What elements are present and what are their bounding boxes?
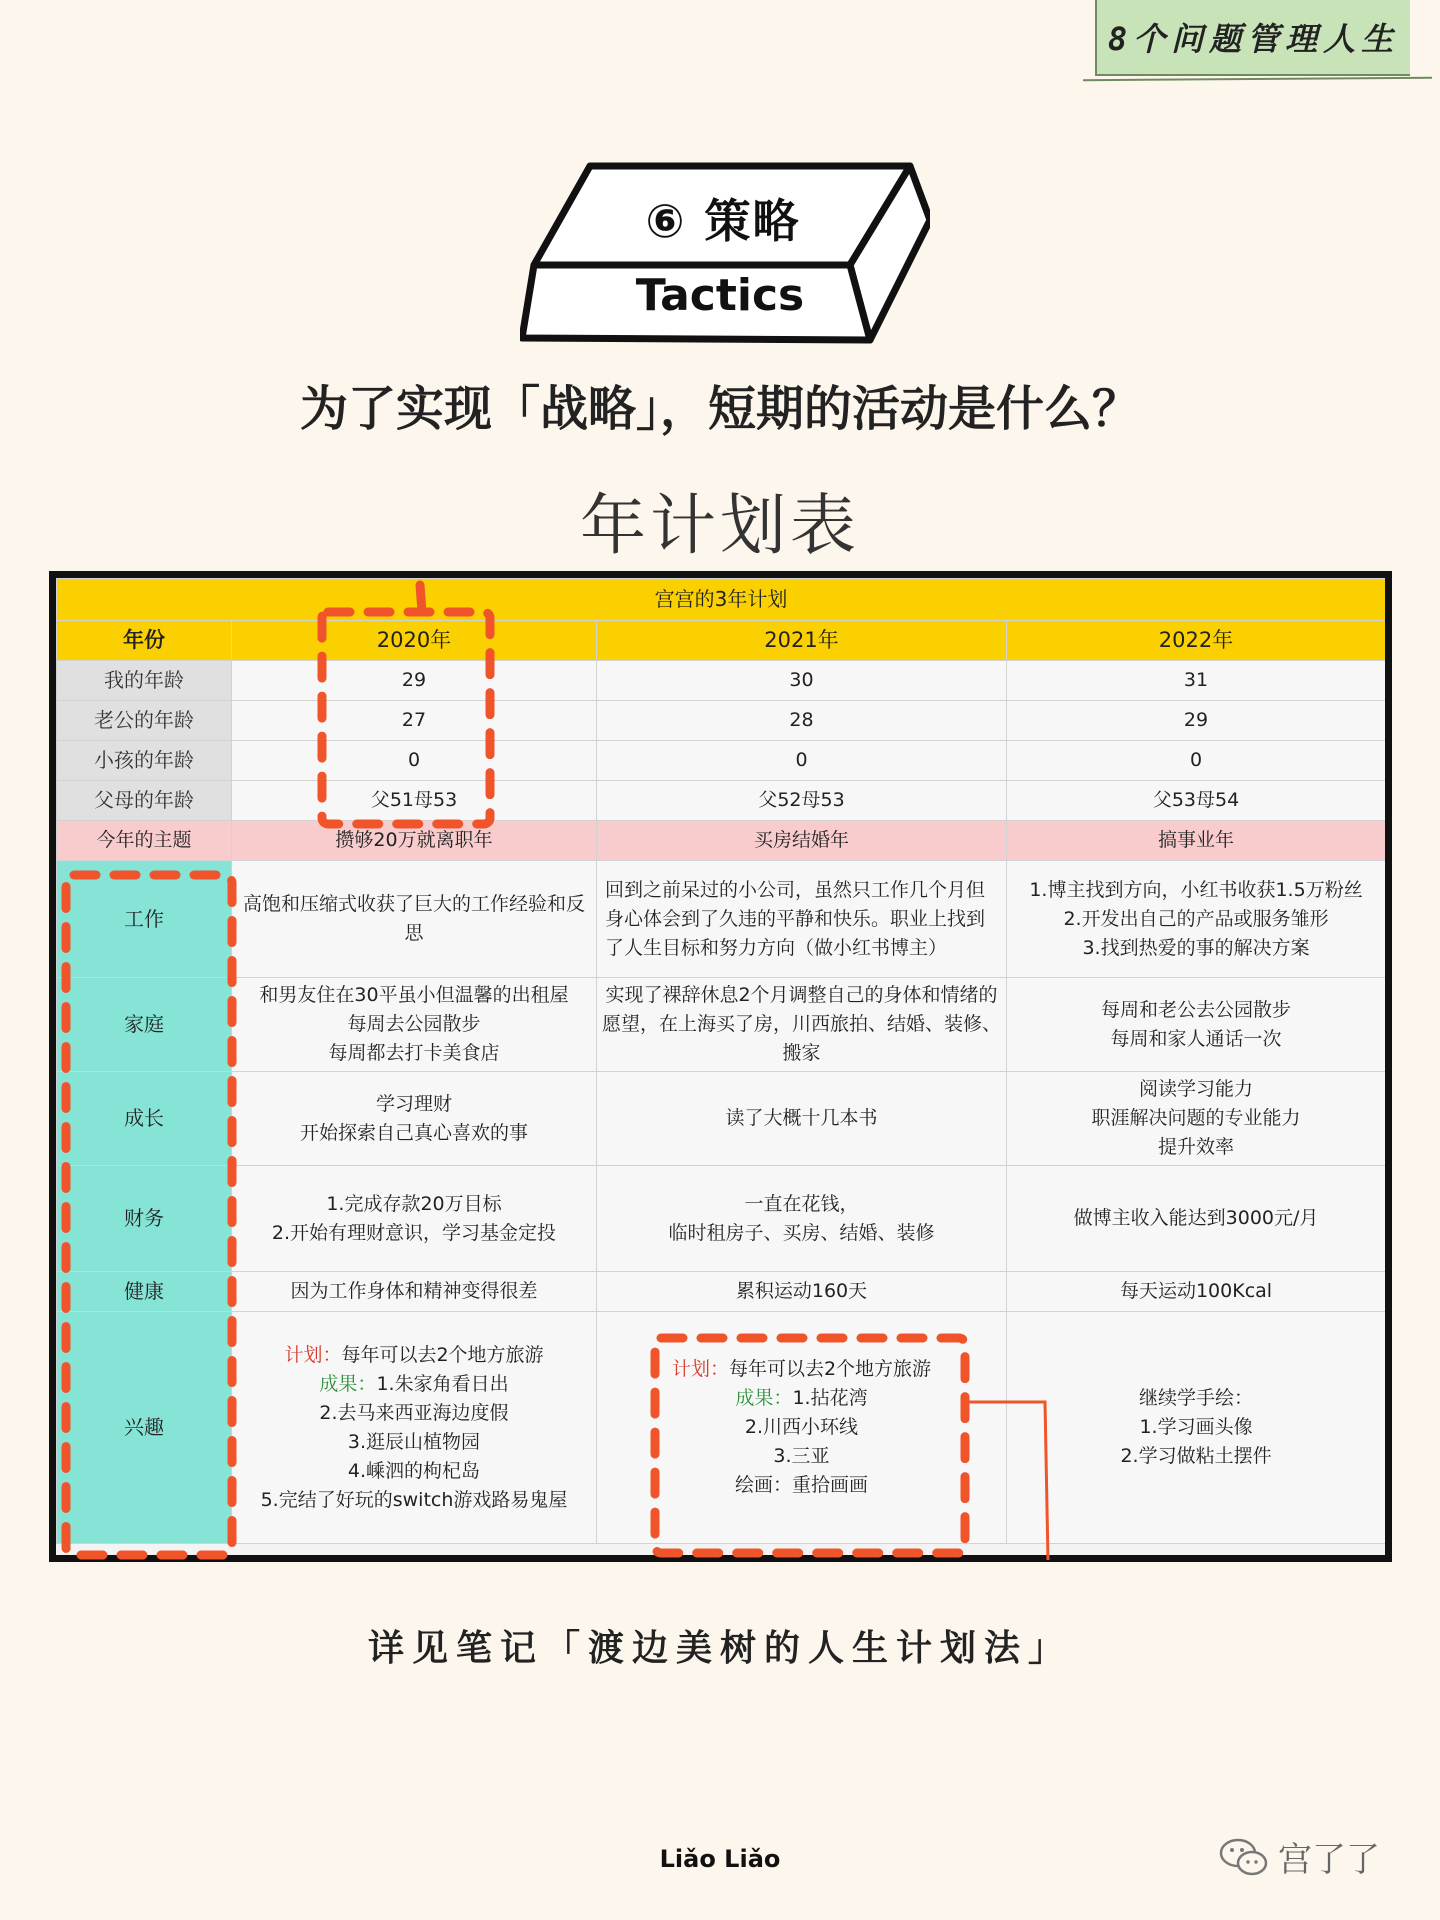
table-row: [57, 1272, 1386, 1312]
table-cell: [1007, 978, 1386, 1072]
plan-line: [601, 1355, 1002, 1384]
table-cell: 28: [597, 701, 1007, 741]
category-label: 健康: [57, 1272, 232, 1312]
cell-line: 3.三亚: [773, 1445, 830, 1467]
cell-line: 绘画：重拾画画: [734, 1474, 868, 1496]
plan-label: 计划：: [671, 1358, 729, 1380]
result-line: [601, 1384, 1002, 1413]
table-cell: 因为工作身体和精神变得很差: [232, 1272, 597, 1312]
cell-line: 每周去公园散步: [347, 1013, 481, 1035]
result-text: 1.朱家角看日出: [376, 1372, 509, 1395]
table-cell: [597, 1166, 1007, 1272]
table-cell: 实现了裸辞休息2个月调整自己的身体和情绪的愿望，在上海买了房，川西旅拍、结婚、装修、搬家: [597, 978, 1007, 1072]
table-cell: 每天运动100Kcal: [1007, 1272, 1386, 1312]
table-cell: 30: [597, 661, 1007, 701]
cell-line: 1.学习画头像: [1139, 1416, 1253, 1438]
plan-label: 计划：: [284, 1343, 342, 1366]
year-header-2021: 2021年: [597, 621, 1007, 661]
sheet-title: 年计划表: [580, 487, 860, 564]
table-cell: 0: [1007, 741, 1386, 781]
year-header-2020: 2020年: [232, 621, 597, 661]
cell-line: 和男友住在30平虽小但温馨的出租屋: [259, 984, 569, 1006]
cell-line: 临时租房子、买房、结婚、装修: [668, 1221, 935, 1244]
table-row: [57, 1072, 1386, 1166]
table-cell: [597, 1312, 1007, 1544]
table-row: [57, 978, 1386, 1072]
table-row: [57, 1166, 1386, 1272]
table-row: [57, 661, 1386, 701]
result-label: 成果：: [735, 1387, 793, 1409]
cell-line: 职涯解决问题的专业能力: [1091, 1107, 1301, 1129]
table-cell: 高饱和压缩式收获了巨大的工作经验和反思: [232, 861, 597, 978]
row-label: 小孩的年龄: [57, 741, 232, 781]
cell-line: 5.完结了好玩的switch游戏路易鬼屋: [260, 1488, 568, 1511]
table-cell: 读了大概十几本书: [597, 1072, 1007, 1166]
table-cell: 29: [1007, 701, 1386, 741]
row-label: 父母的年龄: [57, 781, 232, 821]
table-cell: 31: [1007, 661, 1386, 701]
footer-note: 详见笔记「渡边美树的人生计划法」: [367, 1628, 1072, 1669]
category-label: 成长: [57, 1072, 232, 1166]
table-cell: [1007, 1072, 1386, 1166]
cell-line: 每周和家人通话一次: [1110, 1027, 1282, 1050]
table-cell: 29: [232, 661, 597, 701]
table-cell: 做博主收入能达到3000元/月: [1007, 1166, 1386, 1272]
watermark-text: 宫了了: [1278, 1840, 1380, 1880]
table-cell: 回到之前呆过的小公司，虽然只工作几个月但身心体会到了久违的平静和快乐。职业上找到了人生目标和努力方向（做小红书博主）: [597, 861, 1007, 978]
table-cell: [232, 978, 597, 1072]
theme-row: [57, 821, 1386, 861]
page-question: 为了实现「战略」，短期的活动是什么？: [299, 381, 1140, 437]
section-badge: [520, 160, 930, 345]
table-cell: [1007, 1312, 1386, 1544]
table-cell: 27: [232, 701, 597, 741]
cell-line: 每周和老公去公园散步: [1101, 998, 1292, 1021]
plan-text: 每年可以去2个地方旅游: [728, 1358, 932, 1380]
table-row: [57, 1312, 1386, 1544]
table-cell: 累积运动160天: [597, 1272, 1007, 1312]
theme-cell: 搞事业年: [1007, 821, 1386, 861]
brand-logo: Liǎo Liǎo: [659, 1845, 781, 1873]
result-line: [236, 1370, 592, 1399]
category-label: 财务: [57, 1166, 232, 1272]
year-header-label: 年份: [57, 621, 232, 661]
plan-text: 每年可以去2个地方旅游: [341, 1343, 544, 1366]
row-label: 我的年龄: [57, 661, 232, 701]
watermark: [1218, 1832, 1380, 1881]
cell-line: 2.川西小环线: [744, 1416, 859, 1438]
table-row: [57, 861, 1386, 978]
cell-line: 1.博主找到方向，小红书收获1.5万粉丝: [1029, 878, 1363, 901]
cell-line: 2.开始有理财意识，学习基金定投: [271, 1221, 557, 1244]
cell-line: 阅读学习能力: [1139, 1078, 1254, 1100]
table-cell: 0: [232, 741, 597, 781]
cell-line: 4.嵊泗的枸杞岛: [347, 1459, 481, 1482]
header-tape: [1095, 0, 1410, 76]
result-text: 1.拈花湾: [792, 1387, 868, 1409]
result-label: 成果：: [319, 1372, 377, 1395]
badge-subtitle: Tactics: [635, 270, 805, 321]
cell-line: 继续学手绘：: [1139, 1387, 1254, 1409]
table-cell: 父51母53: [232, 781, 597, 821]
row-label: 老公的年龄: [57, 701, 232, 741]
wechat-icon: [1218, 1836, 1270, 1878]
table-cell: 父53母54: [1007, 781, 1386, 821]
plan-table: [56, 578, 1386, 1544]
cell-line: 2.去马来西亚海边度假: [319, 1401, 509, 1424]
plan-title: 宫宫的3年计划: [57, 579, 1386, 621]
year-header-2022: 2022年: [1007, 621, 1386, 661]
table-cell: [1007, 861, 1386, 978]
category-label: 家庭: [57, 978, 232, 1072]
table-cell: [232, 1312, 597, 1544]
cell-line: 每周都去打卡美食店: [328, 1042, 500, 1064]
table-cell: 父52母53: [597, 781, 1007, 821]
cell-line: 一直在花钱，: [744, 1192, 859, 1215]
table-row: [57, 781, 1386, 821]
table-cell: [232, 1166, 597, 1272]
badge-title: ⑥ 策略: [645, 194, 801, 248]
row-label: 今年的主题: [57, 821, 232, 861]
tape-title: 8个问题管理人生: [1107, 20, 1400, 58]
table-row: [57, 741, 1386, 781]
category-label: 兴趣: [57, 1312, 232, 1544]
plan-line: [236, 1341, 592, 1370]
cell-line: 1.完成存款20万目标: [326, 1192, 502, 1215]
plan-table-frame: [49, 571, 1392, 1562]
cell-line: 学习理财: [375, 1092, 452, 1115]
theme-cell: 攒够20万就离职年: [232, 821, 597, 861]
cell-line: 提升效率: [1158, 1136, 1235, 1158]
category-label: 工作: [57, 861, 232, 978]
cell-line: 3.找到热爱的事的解决方案: [1082, 936, 1310, 959]
cell-line: 开始探索自己真心喜欢的事: [299, 1121, 528, 1144]
table-cell: 0: [597, 741, 1007, 781]
cell-line: 2.学习做粘土摆件: [1120, 1445, 1272, 1467]
cell-line: 2.开发出自己的产品或服务雏形: [1063, 907, 1329, 930]
table-row: [57, 701, 1386, 741]
table-cell: [232, 1072, 597, 1166]
cell-line: 3.逛辰山植物园: [347, 1430, 481, 1453]
theme-cell: 买房结婚年: [597, 821, 1007, 861]
